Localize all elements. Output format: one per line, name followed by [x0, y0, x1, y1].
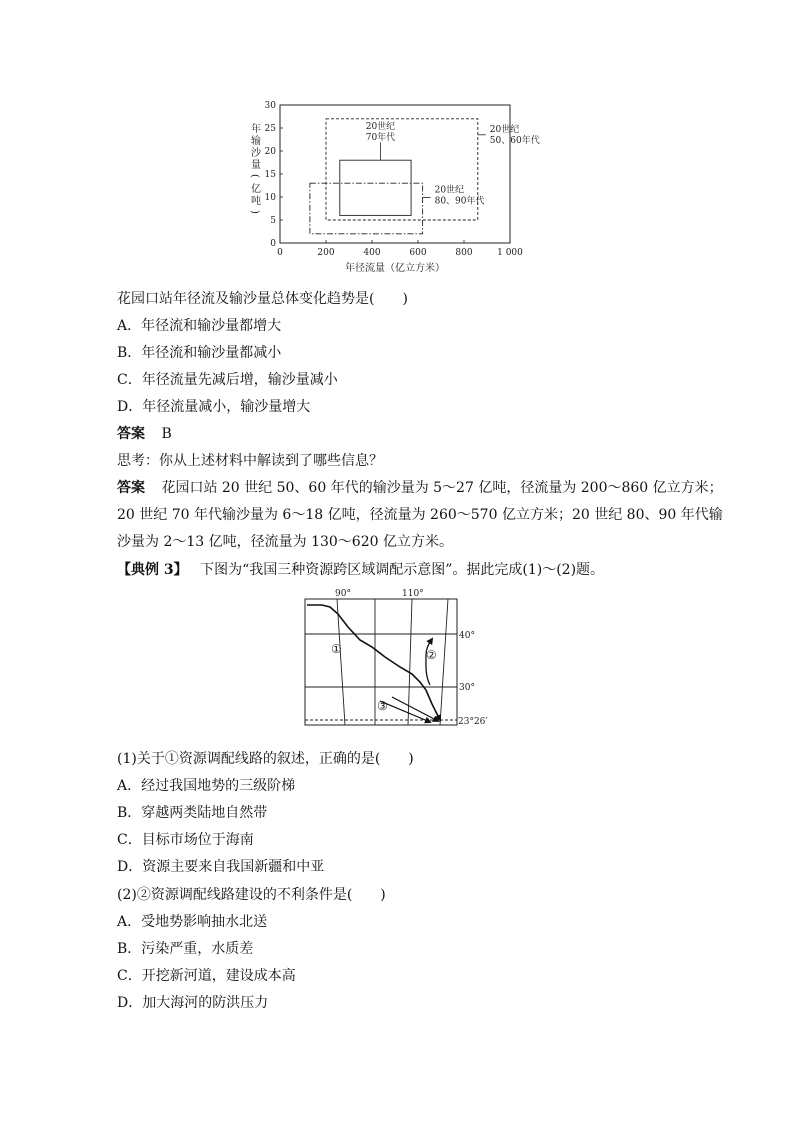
option-d: D．年径流量减小，输沙量增大 — [117, 399, 311, 415]
option-a: A．年径流和输沙量都增大 — [117, 318, 282, 334]
sub1-option-b: B．穿越两类陆地自然带 — [117, 805, 268, 821]
route-1-marker: ① — [331, 642, 342, 656]
lat-label-tropic: 23°26′ — [458, 717, 488, 727]
sub1-option-a: A．经过我国地势的三级阶梯 — [117, 778, 296, 794]
thinking-line-1-text: 花园口站 20 世纪 50、60 年代的输沙量为 5～27 亿吨，径流量为 200～860 亿立方米； — [161, 480, 723, 496]
series-label-2: 20世纪 — [365, 122, 396, 133]
resource-transfer-map — [300, 587, 500, 737]
answer-row — [117, 425, 172, 443]
route-3-marker: ③ — [377, 699, 388, 713]
answer-value: B — [161, 426, 172, 442]
x-tick-label: 0 — [277, 248, 283, 258]
series-rect-2 — [340, 160, 411, 215]
y-axis-label-char: 输 — [251, 136, 261, 147]
x-axis-label: 年径流量（亿立方米） — [345, 263, 445, 274]
y-tick-label: 10 — [264, 193, 276, 203]
sub2-option-c: C．开挖新河道，建设成本高 — [117, 968, 296, 984]
y-tick-label: 15 — [264, 170, 276, 180]
sub2-option-b: B．污染严重，水质差 — [117, 941, 254, 957]
y-axis-label-char: 沙 — [251, 148, 261, 159]
thinking-answer-label: 答案 — [117, 480, 145, 496]
example3-heading — [117, 561, 604, 579]
x-tick-label: 200 — [317, 248, 335, 258]
sub2-option-d: D．加大海河的防洪压力 — [117, 995, 269, 1011]
thinking-prompt: 思考：你从上述材料中解读到了哪些信息？ — [117, 453, 383, 469]
y-axis-label-char: ( — [249, 174, 260, 178]
series-label-1: 50、60年代 — [489, 135, 540, 146]
series-label-1: 20世纪 — [489, 124, 520, 135]
option-c: C．年径流量先减后增，输沙量减小 — [117, 372, 338, 388]
x-tick-label: 1 000 — [497, 248, 523, 258]
sediment-runoff-chart — [245, 100, 555, 278]
lat-label-30: 30° — [459, 683, 475, 693]
x-tick-label: 800 — [455, 248, 473, 258]
sub1-option-c: C．目标市场位于海南 — [117, 832, 254, 848]
lon-label-90: 90° — [335, 589, 351, 599]
answer-label: 答案 — [117, 426, 145, 442]
y-tick-label: 0 — [270, 239, 276, 249]
y-axis-label-char: 量 — [251, 160, 261, 171]
series-label-3: 20世纪 — [434, 185, 465, 196]
series-rect-3 — [310, 183, 423, 234]
sub-question-1-stem: (1)关于①资源调配线路的叙述，正确的是( ) — [117, 751, 414, 767]
x-tick-label: 600 — [409, 248, 427, 258]
thinking-answer-line-1 — [117, 479, 723, 497]
example3-tag: 【典例 3】 — [117, 562, 188, 578]
y-axis-label — [249, 122, 262, 214]
series-label-3: 80、90年代 — [434, 196, 485, 207]
lat-label-40: 40° — [459, 631, 475, 641]
question-stem: 花园口站年径流及输沙量总体变化趋势是( ) — [117, 291, 408, 307]
lon-label-110: 110° — [402, 589, 424, 599]
y-axis-label-char: 亿 — [251, 184, 261, 195]
example3-stem: 下图为“我国三种资源跨区域调配示意图”。据此完成(1)～(2)题。 — [200, 562, 605, 578]
series-labels — [366, 120, 540, 206]
y-tick-label: 20 — [264, 147, 276, 157]
y-tick-label: 25 — [264, 124, 276, 134]
y-axis-label-char: 吨 — [251, 196, 261, 207]
sub1-option-d: D．资源主要来自我国新疆和中亚 — [117, 859, 325, 875]
series-label-2: 70年代 — [365, 133, 396, 144]
y-axis-label-char: ) — [249, 210, 260, 214]
thinking-answer-line-2: 20 世纪 70 年代输沙量为 6～18 亿吨，径流量为 260～570 亿立方米；20 世纪 80、90 年代输 — [117, 507, 723, 523]
y-tick-label: 5 — [270, 216, 276, 226]
option-b: B．年径流和输沙量都减小 — [117, 345, 282, 361]
sub-question-2-stem: (2)②资源调配线路建设的不利条件是( ) — [117, 887, 386, 903]
y-axis-label-char: 年 — [251, 124, 261, 135]
thinking-answer-line-3: 沙量为 2～13 亿吨，径流量为 130～620 亿立方米。 — [117, 534, 453, 550]
sub2-option-a: A．受地势影响抽水北送 — [117, 914, 268, 930]
route-2-marker: ② — [426, 648, 437, 662]
y-tick-label: 30 — [264, 101, 276, 111]
x-tick-label: 400 — [363, 248, 381, 258]
